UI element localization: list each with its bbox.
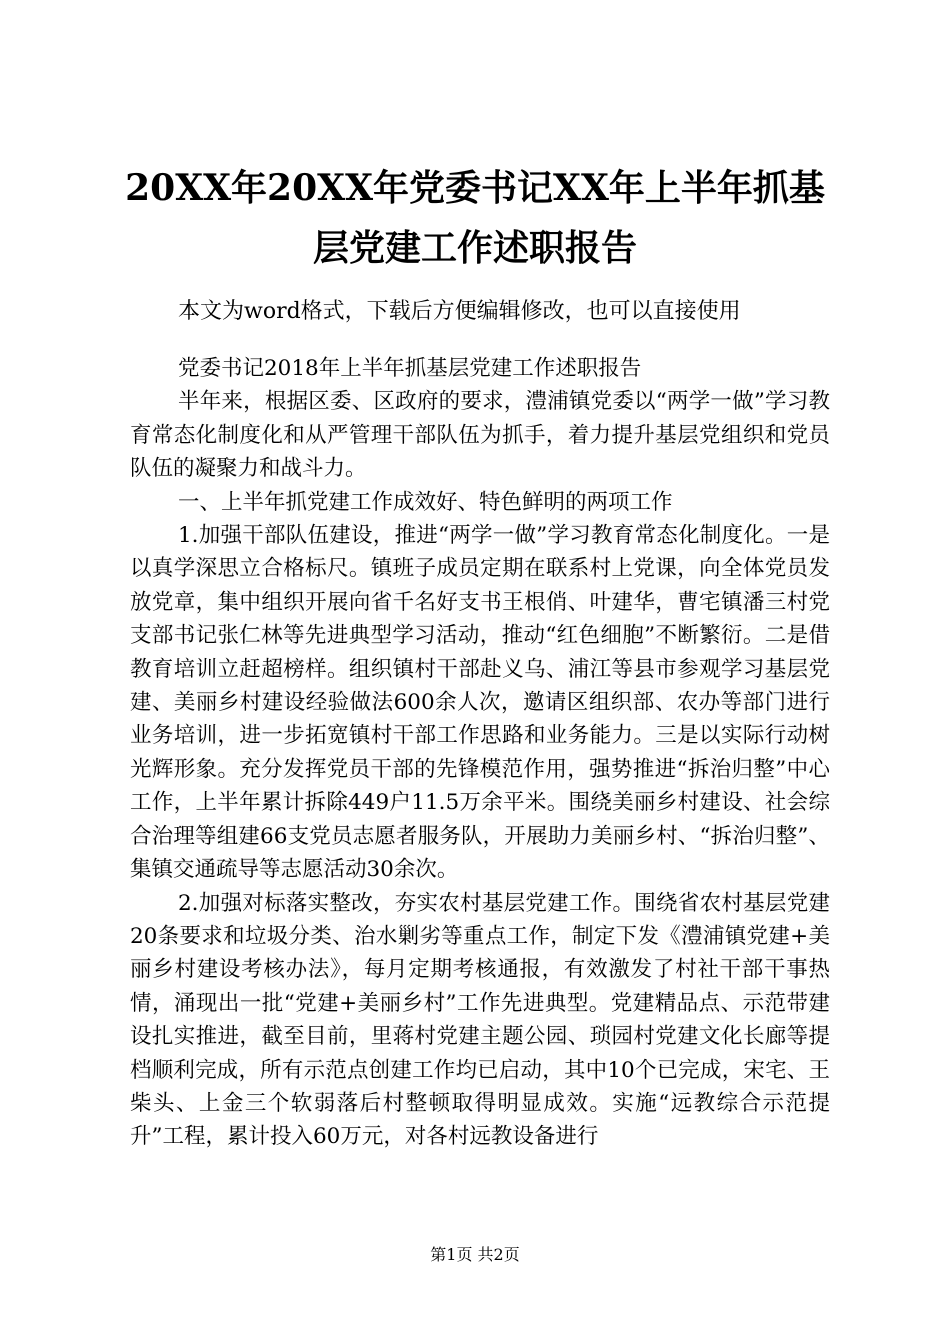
document-body [130,352,830,1154]
page-footer: 第1页 共2页 [430,1245,520,1264]
intro-paragraph: 半年来，根据区委、区政府的要求，澧浦镇党委以“两学一做”学习教育常态化制度化和从严管理干部队伍为抓手，着力提升基层党组织和党员队伍的凝聚力和战斗力。 [130,389,830,482]
section-heading: 一、上半年抓党建工作成效好、特色鲜明的两项工作 [178,489,673,515]
report-subtitle: 党委书记2018年上半年抓基层党建工作述职报告 [178,356,642,381]
body-paragraph-2: 2.加强对标落实整改，夯实农村基层党建工作。围绕省农村基层党建20条要求和垃圾分类、治水剿劣等重点工作，制定下发《澧浦镇党建+美丽乡村建设考核办法》，每月定期考核通报，有效激发了村社干部干事热情，涌现出一批“党建+美丽乡村”工作先进典型。党建精品点、示范带建设扎实推进，截至目前，里蒋村党建主题公园、琐园村党建文化长廊等提档顺利完成，所有示范点创建工作均已启动，其中10个已完成，宋宅、王柴头、上金三个软弱落后村整顿取得明显成效。实施“远教综合示范提升”工程，累计投入60万元，对各村远教设备进行 [130,890,830,1150]
format-notice: 本文为word格式，下载后方便编辑修改，也可以直接使用 [178,299,741,324]
body-paragraph-1: 1.加强干部队伍建设，推进“两学一做”学习教育常态化制度化。一是以真学深思立合格标尺。镇班子成员定期在联系村上党课，向全体党员发放党章，集中组织开展向省千名好支书王根俏、叶建华，曹宅镇潘三村党支部书记张仁林等先进典型学习活动，推动“红色细胞”不断繁衍。二是借教育培训立赶超榜样。组织镇村干部赴义乌、浦江等县市参观学习基层党建、美丽乡村建设经验做法600余人次，邀请区组织部、农办等部门进行业务培训，进一步拓宽镇村干部工作思路和业务能力。三是以实际行动树光辉形象。充分发挥党员干部的先锋模范作用，强势推进“拆治归整”中心工作，上半年累计拆除449户11.5万余平米。围绕美丽乡村建设、社会综合治理等组建66支党员志愿者服务队，开展助力美丽乡村、“拆治归整”、集镇交通疏导等志愿活动30余次。 [130,523,830,883]
document-title: 20XX年20XX年党委书记XX年上半年抓基层党建工作述职报告 [125,167,825,269]
